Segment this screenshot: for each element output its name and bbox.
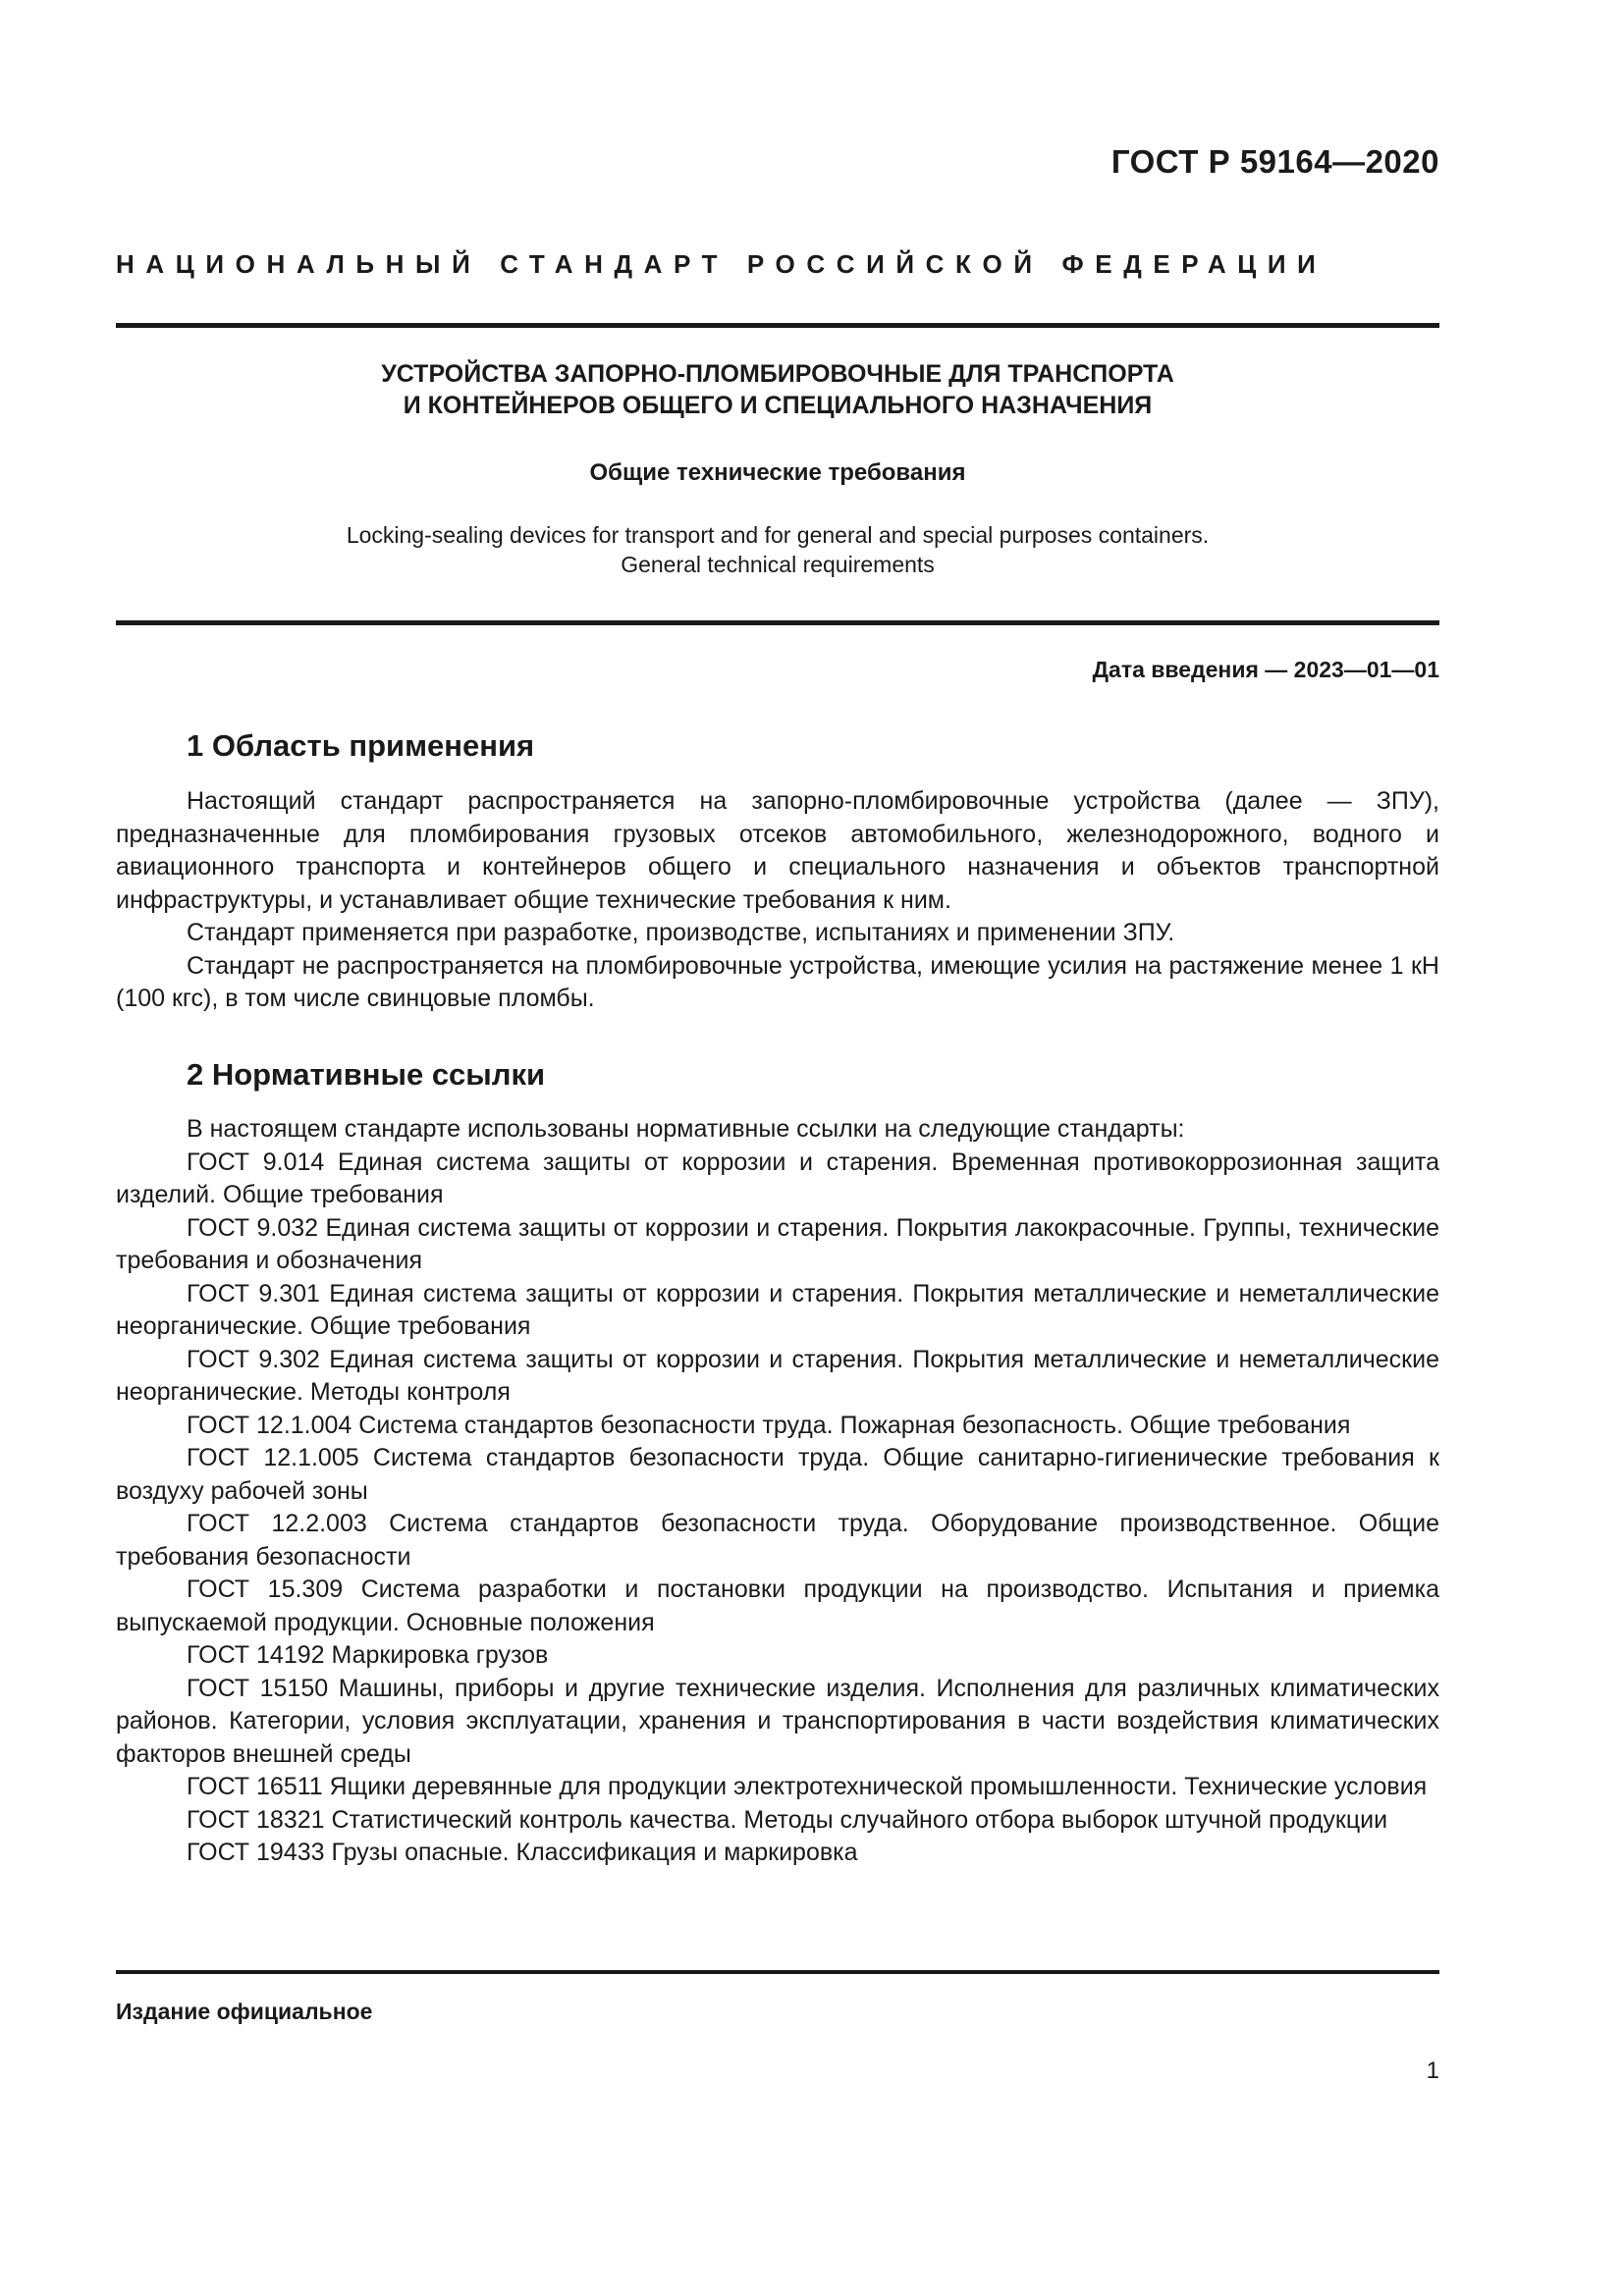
english-title xyxy=(116,520,1439,579)
section-1-heading: 1 Область применения xyxy=(187,728,535,763)
document-subtitle: Общие технические требования xyxy=(589,459,966,486)
reference-item: ГОСТ 18321 Статистический контроль качества. Методы случайного отбора выборок штучной продукции xyxy=(187,1805,1388,1834)
doc-number: ГОСТ Р 59164—2020 xyxy=(1110,143,1439,180)
reference-item: ГОСТ 9.032 Единая система защиты от коррозии и старения. Покрытия лакокрасочные. Группы, технические требования и обозначения xyxy=(116,1213,1439,1274)
reference-item: ГОСТ 15150 Машины, приборы и другие технические изделия. Исполнения для различных климатических районов. Категории, условия эксплуатации, хранения и транспортирования в части воздействия климатических факторов внешней среды xyxy=(116,1674,1439,1768)
section-2-body xyxy=(116,1113,1439,1870)
paragraph: В настоящем стандарте использованы нормативные ссылки на следующие стандарты: xyxy=(187,1115,1185,1143)
english-title-line-1: Locking-sealing devices for transport and for general and special purposes containers. xyxy=(346,522,1210,548)
title-line-2: И КОНТЕЙНЕРОВ ОБЩЕГО И СПЕЦИАЛЬНОГО НАЗНАЧЕНИЯ xyxy=(403,392,1153,419)
reference-item: ГОСТ 9.302 Единая система защиты от коррозии и старения. Покрытия металлические и неметаллические неорганические. Методы контроля xyxy=(116,1345,1439,1406)
title-divider xyxy=(116,620,1439,625)
document-title xyxy=(116,358,1439,421)
reference-item: ГОСТ 14192 Маркировка грузов xyxy=(187,1641,549,1669)
page-number: 1 xyxy=(1426,2057,1439,2084)
reference-item: ГОСТ 16511 Ящики деревянные для продукции электротехнической промышленности. Технические условия xyxy=(187,1773,1428,1800)
top-divider xyxy=(116,323,1439,328)
section-1-body xyxy=(116,785,1439,1016)
title-line-1: УСТРОЙСТВА ЗАПОРНО-ПЛОМБИРОВОЧНЫЕ ДЛЯ ТРАНСПОРТА xyxy=(381,360,1174,388)
introduction-date: Дата введения — 2023—01—01 xyxy=(1092,657,1439,682)
paragraph: Стандарт применяется при разработке, производстве, испытаниях и применении ЗПУ. xyxy=(187,919,1175,946)
footer-divider xyxy=(116,1970,1439,1974)
official-edition-label: Издание официальное xyxy=(116,1999,373,2024)
english-title-line-2: General technical requirements xyxy=(621,552,935,577)
reference-item: ГОСТ 9.301 Единая система защиты от коррозии и старения. Покрытия металлические и неметаллические неорганические. Общие требования xyxy=(116,1279,1439,1340)
reference-item: ГОСТ 12.1.004 Система стандартов безопасности труда. Пожарная безопасность. Общие требования xyxy=(187,1411,1351,1439)
reference-item: ГОСТ 15.309 Система разработки и постановки продукции на производство. Испытания и приемка выпускаемой продукции. Основные положения xyxy=(116,1575,1439,1636)
section-2-heading: 2 Нормативные ссылки xyxy=(187,1057,546,1092)
national-standard-banner: НАЦИОНАЛЬНЫЙ СТАНДАРТ РОССИЙСКОЙ ФЕДЕРАЦИИ xyxy=(116,249,1327,279)
paragraph: Стандарт не распространяется на пломбировочные устройства, имеющие усилия на растяжение менее 1 кН (100 кгс), в том числе свинцовые пломбы. xyxy=(116,951,1439,1012)
reference-item: ГОСТ 12.2.003 Система стандартов безопасности труда. Оборудование производственное. Общие требования безопасности xyxy=(116,1510,1439,1571)
reference-item: ГОСТ 12.1.005 Система стандартов безопасности труда. Общие санитарно-гигиенические требования к воздуху рабочей зоны xyxy=(116,1444,1439,1505)
reference-item: ГОСТ 9.014 Единая система защиты от коррозии и старения. Временная противокоррозионная защита изделий. Общие требования xyxy=(116,1148,1439,1208)
reference-item: ГОСТ 19433 Грузы опасные. Классификация и маркировка xyxy=(187,1839,858,1866)
paragraph: Настоящий стандарт распространяется на запорно-пломбировочные устройства (далее — ЗПУ), предназначенные для пломбирования грузовых отсеков автомобильного, железнодорожного, водного и авиационного транспорта и контейнеров общего и специального назначения и объектов транспортной инфраструктуры, и устанавливает общие технические требования к ним. xyxy=(116,787,1439,914)
